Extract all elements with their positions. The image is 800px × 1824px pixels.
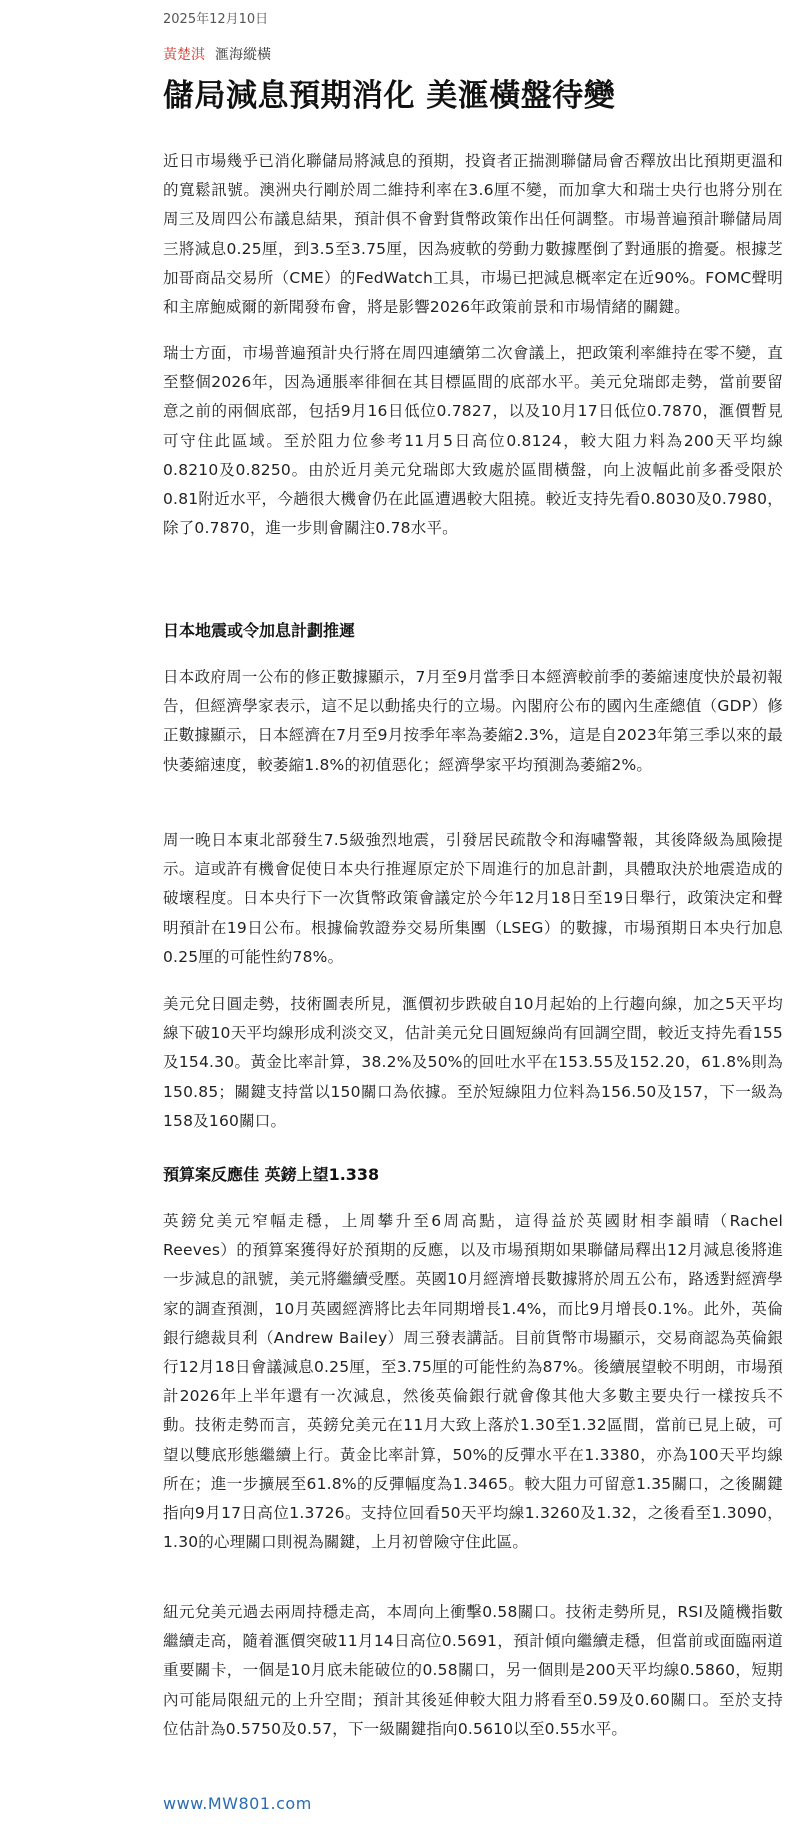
article-date: 2025年12月10日 (163, 12, 269, 27)
byline (163, 44, 271, 64)
site-link[interactable]: www.MW801.com (163, 1794, 312, 1813)
paragraph-5: 美元兌日圓走勢，技術圖表所見，滙價初步跌破自10月起始的上行趨向線，加之5天平均線下破10天平均線形成利淡交叉，估計美元兌日圓短線尚有回調空間，較近支持先看155及154.30。黃金比率計算，38.2%及50%的回吐水平在153.55及152.20，61.8%則為150.85；關鍵支持當以150關口為依據。至於短線阻力位料為156.50及157，下一級為158及160關口。 (163, 995, 783, 1130)
column-name[interactable]: 滙海縱橫 (215, 47, 271, 63)
paragraph-6: 英鎊兌美元窄幅走穩，上周攀升至6周高點，這得益於英國財相李韻晴（Rachel Reeves）的預算案獲得好於預期的反應，以及市場預期如果聯儲局釋出12月減息後將進一步減息的訊號，美元將繼續受壓。英國10月經濟增長數據將於周五公布，路透對經濟學家的調查預測，10月英國經濟將比去年同期增長1.4%，而比9月增長0.1%。此外，英倫銀行總裁貝利（Andrew Bailey）周三發表講話。目前貨幣市場顯示，交易商認為英倫銀行12月18日會議減息0.25厘，至3.75厘的可能性約為87%。後續展望較不明朗，市場預計2026年上半年還有一次減息，然後英倫銀行就會像其他大多數主要央行一樣按兵不動。技術走勢而言，英鎊兌美元在11月大致上落於1.30至1.32區間，當前已見上破，可望以雙底形態繼續上行。黃金比率計算，50%的反彈水平在1.3380，亦為100天平均線所在；進一步擴展至61.8%的反彈幅度為1.3465。較大阻力可留意1.35關口，之後關鍵指向9月17日高位1.3726。支持位回看50天平均線1.3260及1.32，之後看至1.3090，1.30的心理關口則視為關鍵，上月初曾險守住此區。 (163, 1212, 783, 1552)
paragraph-3: 日本政府周一公布的修正數據顯示，7月至9月當季日本經濟較前季的萎縮速度快於最初報告，但經濟學家表示，這不足以動搖央行的立場。內閣府公布的國內生產總值（GDP）修正數據顯示，日本經濟在7月至9月按季年率為萎縮2.3%，這是自2023年第三季以來的最快萎縮速度，較萎縮1.8%的初值惡化；經濟學家平均預測為萎縮2%。 (163, 668, 783, 774)
author-name[interactable]: 黃楚淇 (163, 47, 205, 63)
paragraph-7: 紐元兌美元過去兩周持穩走高，本周向上衝擊0.58關口。技術走勢所見，RSI及隨機指數繼續走高，隨着滙價突破11月14日高位0.5691，預計傾向繼續走穩，但當前或面臨兩道重要關卡，一個是10月底未能破位的0.58關口，另一個則是200天平均線0.5860，短期內可能局限紐元的上升空間；預計其後延伸較大阻力將看至0.59及0.60關口。至於支持位估計為0.5750及0.57，下一級關鍵指向0.5610以至0.55水平。 (163, 1603, 783, 1738)
paragraph-2: 瑞士方面，市場普遍預計央行將在周四連續第二次會議上，把政策利率維持在零不變，直至整個2026年，因為通脹率徘徊在其目標區間的底部水平。美元兌瑞郎走勢，當前要留意之前的兩個底部，包括9月16日低位0.7827，以及10月17日低位0.7870，滙價暫見可守住此區域。至於阻力位參考11月5日高位0.8124，較大阻力料為200天平均線0.8210及0.8250。由於近月美元兌瑞郎大致處於區間橫盤，向上波幅此前多番受限於0.81附近水平，今趟很大機會仍在此區遭遇較大阻撓。較近支持先看0.8030及0.7980，除了0.7870，進一步則會關注0.78水平。 (163, 344, 783, 538)
paragraph-4: 周一晚日本東北部發生7.5級強烈地震，引發居民疏散令和海嘯警報，其後降級為風險提示。這或許有機會促使日本央行推遲原定於下周進行的加息計劃，具體取決於地震造成的破壞程度。日本央行下一次貨幣政策會議定於今年12月18日至19日舉行，政策決定和聲明預計在19日公布。根據倫敦證券交易所集團（LSEG）的數據，市場預期日本央行加息0.25厘的可能性約78%。 (163, 831, 783, 966)
subheading-japan: 日本地震或令加息計劃推遲 (163, 621, 356, 640)
subheading-sterling: 預算案反應佳 英鎊上望1.338 (163, 1165, 380, 1184)
paragraph-1: 近日市場幾乎已消化聯儲局將減息的預期，投資者正揣測聯儲局會否釋放出比預期更溫和的寬鬆訊號。澳洲央行剛於周二維持利率在3.6厘不變，而加拿大和瑞士央行也將分別在周三及周四公布議息結果，預計俱不會對貨幣政策作出任何調整。市場普遍預計聯儲局周三將減息0.25厘，到3.5至3.75厘，因為疲軟的勞動力數據壓倒了對通脹的擔憂。根據芝加哥商品交易所（CME）的FedWatch工具，市場已把減息概率定在近90%。FOMC聲明和主席鮑威爾的新聞發布會，將是影響2026年政策前景和市場情緒的關鍵。 (163, 152, 783, 317)
article-title: 儲局減息預期消化 美滙橫盤待變 (163, 78, 616, 114)
